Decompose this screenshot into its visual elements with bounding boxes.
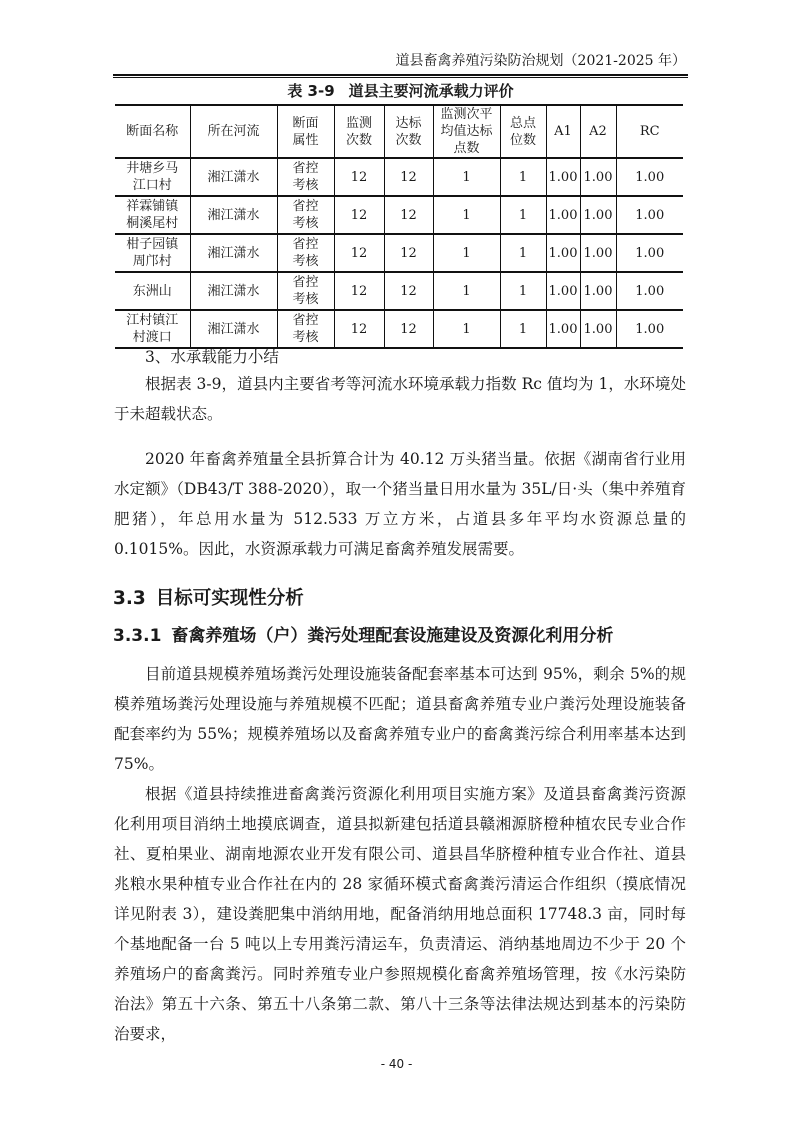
table-cell: 1 bbox=[500, 234, 546, 272]
table-cell: 省控考核 bbox=[277, 272, 334, 310]
paragraph: 目前道县规模养殖场粪污处理设施装备配套率基本可达到 95%，剩余 5%的规模养殖场粪污处理设施与养殖规模不匹配；道县畜禽养殖专业户粪污处理设施装备配套率约为 55%；规模养殖场以及畜禽养殖专业户的畜禽粪污综合利用率基本达到 75%。 bbox=[114, 665, 686, 773]
table-row bbox=[115, 196, 683, 234]
col-header: 所在河流 bbox=[190, 105, 277, 158]
col-header: 监测次数 bbox=[334, 105, 384, 158]
table-row bbox=[115, 272, 683, 310]
table-header-row bbox=[115, 105, 683, 158]
table-cell: 湘江潇水 bbox=[190, 310, 277, 348]
river-capacity-table bbox=[115, 104, 683, 349]
col-header: 总点位数 bbox=[500, 105, 546, 158]
page-header: 道县畜禽养殖污染防治规划（2021-2025 年） bbox=[395, 53, 686, 69]
table-title: 道县主要河流承载力评价 bbox=[348, 82, 514, 100]
paragraph: 根据表 3-9，道县内主要省考等河流水环境承载力指数 Rc 值均为 1，水环境处于未超载状态。 bbox=[114, 375, 686, 423]
table-cell: 井塘乡马江口村 bbox=[115, 158, 190, 196]
table-cell: 12 bbox=[334, 196, 384, 234]
table-cell: 1 bbox=[500, 196, 546, 234]
subsection-number: 3.3.1 bbox=[113, 626, 162, 646]
table-caption bbox=[113, 80, 688, 102]
table-cell: 1 bbox=[500, 272, 546, 310]
table-row bbox=[115, 234, 683, 272]
col-header: RC bbox=[616, 105, 683, 158]
table-cell: 12 bbox=[384, 310, 433, 348]
col-header: A1 bbox=[546, 105, 580, 158]
table-cell: 1.00 bbox=[546, 196, 580, 234]
table-cell: 柑子园镇周邝村 bbox=[115, 234, 190, 272]
table-cell: 1 bbox=[500, 310, 546, 348]
col-header: 断面名称 bbox=[115, 105, 190, 158]
header-rule bbox=[113, 74, 688, 78]
table-cell: 12 bbox=[334, 234, 384, 272]
table-cell: 湘江潇水 bbox=[190, 234, 277, 272]
table-cell: 1 bbox=[500, 158, 546, 196]
table-cell: 省控考核 bbox=[277, 196, 334, 234]
paragraph: 2020 年畜禽养殖量全县折算合计为 40.12 万头猪当量。依据《湖南省行业用水定额》（DB43/T 388-2020），取一个猪当量日用水量为 35L/日·头（集中养殖育肥猪），年总用水量为 512.533 万立方米，占道县多年平均水资源总量的 0.1015%。因此，水资源承载力可满足畜禽养殖发展需要。 bbox=[114, 450, 686, 558]
table-cell: 1.00 bbox=[616, 158, 683, 196]
table-cell: 祥霖铺镇桐溪尾村 bbox=[115, 196, 190, 234]
col-header: A2 bbox=[580, 105, 616, 158]
paragraph: 根据《道县持续推进畜禽粪污资源化利用项目实施方案》及道县畜禽粪污资源化利用项目消纳土地摸底调查，道县拟新建包括道县赣湘源脐橙种植农民专业合作社、夏柏果业、湖南地源农业开发有限公司、道县昌华脐橙种植专业合作社、道县兆粮水果种植专业合作社在内的 28 家循环模式畜禽粪污清运合作组织（摸底情况详见附表 3），建设粪肥集中消纳用地，配备消纳用地总面积 17748.3 亩，同时每个基地配备一台 5 吨以上专用粪污清运车，负责清运、消纳基地周边不少于 20 个养殖场户的畜禽粪污。同时养殖专业户参照规模化畜禽养殖场管理，按《水污染防治法》第五十六条、第五十八条第二款、第八十三条等法律法规达到基本的污染防治要求， bbox=[114, 785, 686, 1043]
subsection-heading bbox=[113, 623, 613, 649]
table-cell: 12 bbox=[384, 234, 433, 272]
table-cell: 东洲山 bbox=[115, 272, 190, 310]
table-cell: 省控考核 bbox=[277, 158, 334, 196]
col-header: 监测次平均值达标点数 bbox=[433, 105, 500, 158]
table-cell: 1 bbox=[433, 158, 500, 196]
subheading-water-capacity-summary: 3、水承载能力小结 bbox=[145, 348, 279, 366]
table-cell: 1 bbox=[433, 310, 500, 348]
table-cell: 湘江潇水 bbox=[190, 272, 277, 310]
table-cell: 1.00 bbox=[546, 158, 580, 196]
table-cell: 湘江潇水 bbox=[190, 158, 277, 196]
table-row bbox=[115, 310, 683, 348]
table-cell: 省控考核 bbox=[277, 310, 334, 348]
col-header: 断面属性 bbox=[277, 105, 334, 158]
table-cell: 1.00 bbox=[546, 310, 580, 348]
table-cell: 1.00 bbox=[616, 234, 683, 272]
table-cell: 12 bbox=[384, 158, 433, 196]
table-cell: 12 bbox=[384, 196, 433, 234]
section-title: 目标可实现性分析 bbox=[155, 588, 304, 609]
table-cell: 1.00 bbox=[616, 196, 683, 234]
table-cell: 1.00 bbox=[580, 234, 616, 272]
col-header: 达标次数 bbox=[384, 105, 433, 158]
table-cell: 1.00 bbox=[580, 158, 616, 196]
table-cell: 1.00 bbox=[616, 310, 683, 348]
table-cell: 1.00 bbox=[580, 310, 616, 348]
table-row bbox=[115, 158, 683, 196]
table-cell: 1 bbox=[433, 234, 500, 272]
table-cell: 1.00 bbox=[616, 272, 683, 310]
table-cell: 1.00 bbox=[546, 234, 580, 272]
table-cell: 12 bbox=[334, 310, 384, 348]
table-cell: 省控考核 bbox=[277, 234, 334, 272]
table-cell: 1 bbox=[433, 272, 500, 310]
table-number: 表 3-9 bbox=[287, 82, 335, 100]
table-cell: 12 bbox=[334, 272, 384, 310]
table-cell: 江村镇江村渡口 bbox=[115, 310, 190, 348]
subsection-title: 畜禽养殖场（户）粪污处理配套设施建设及资源化利用分析 bbox=[171, 626, 614, 646]
table-cell: 12 bbox=[384, 272, 433, 310]
table-cell: 1.00 bbox=[580, 196, 616, 234]
table-cell: 12 bbox=[334, 158, 384, 196]
table-cell: 1.00 bbox=[580, 272, 616, 310]
table-cell: 1 bbox=[433, 196, 500, 234]
section-number: 3.3 bbox=[113, 588, 146, 609]
table-cell: 湘江潇水 bbox=[190, 196, 277, 234]
page-number: - 40 - bbox=[380, 1057, 413, 1071]
table-cell: 1.00 bbox=[546, 272, 580, 310]
section-heading bbox=[113, 586, 304, 612]
